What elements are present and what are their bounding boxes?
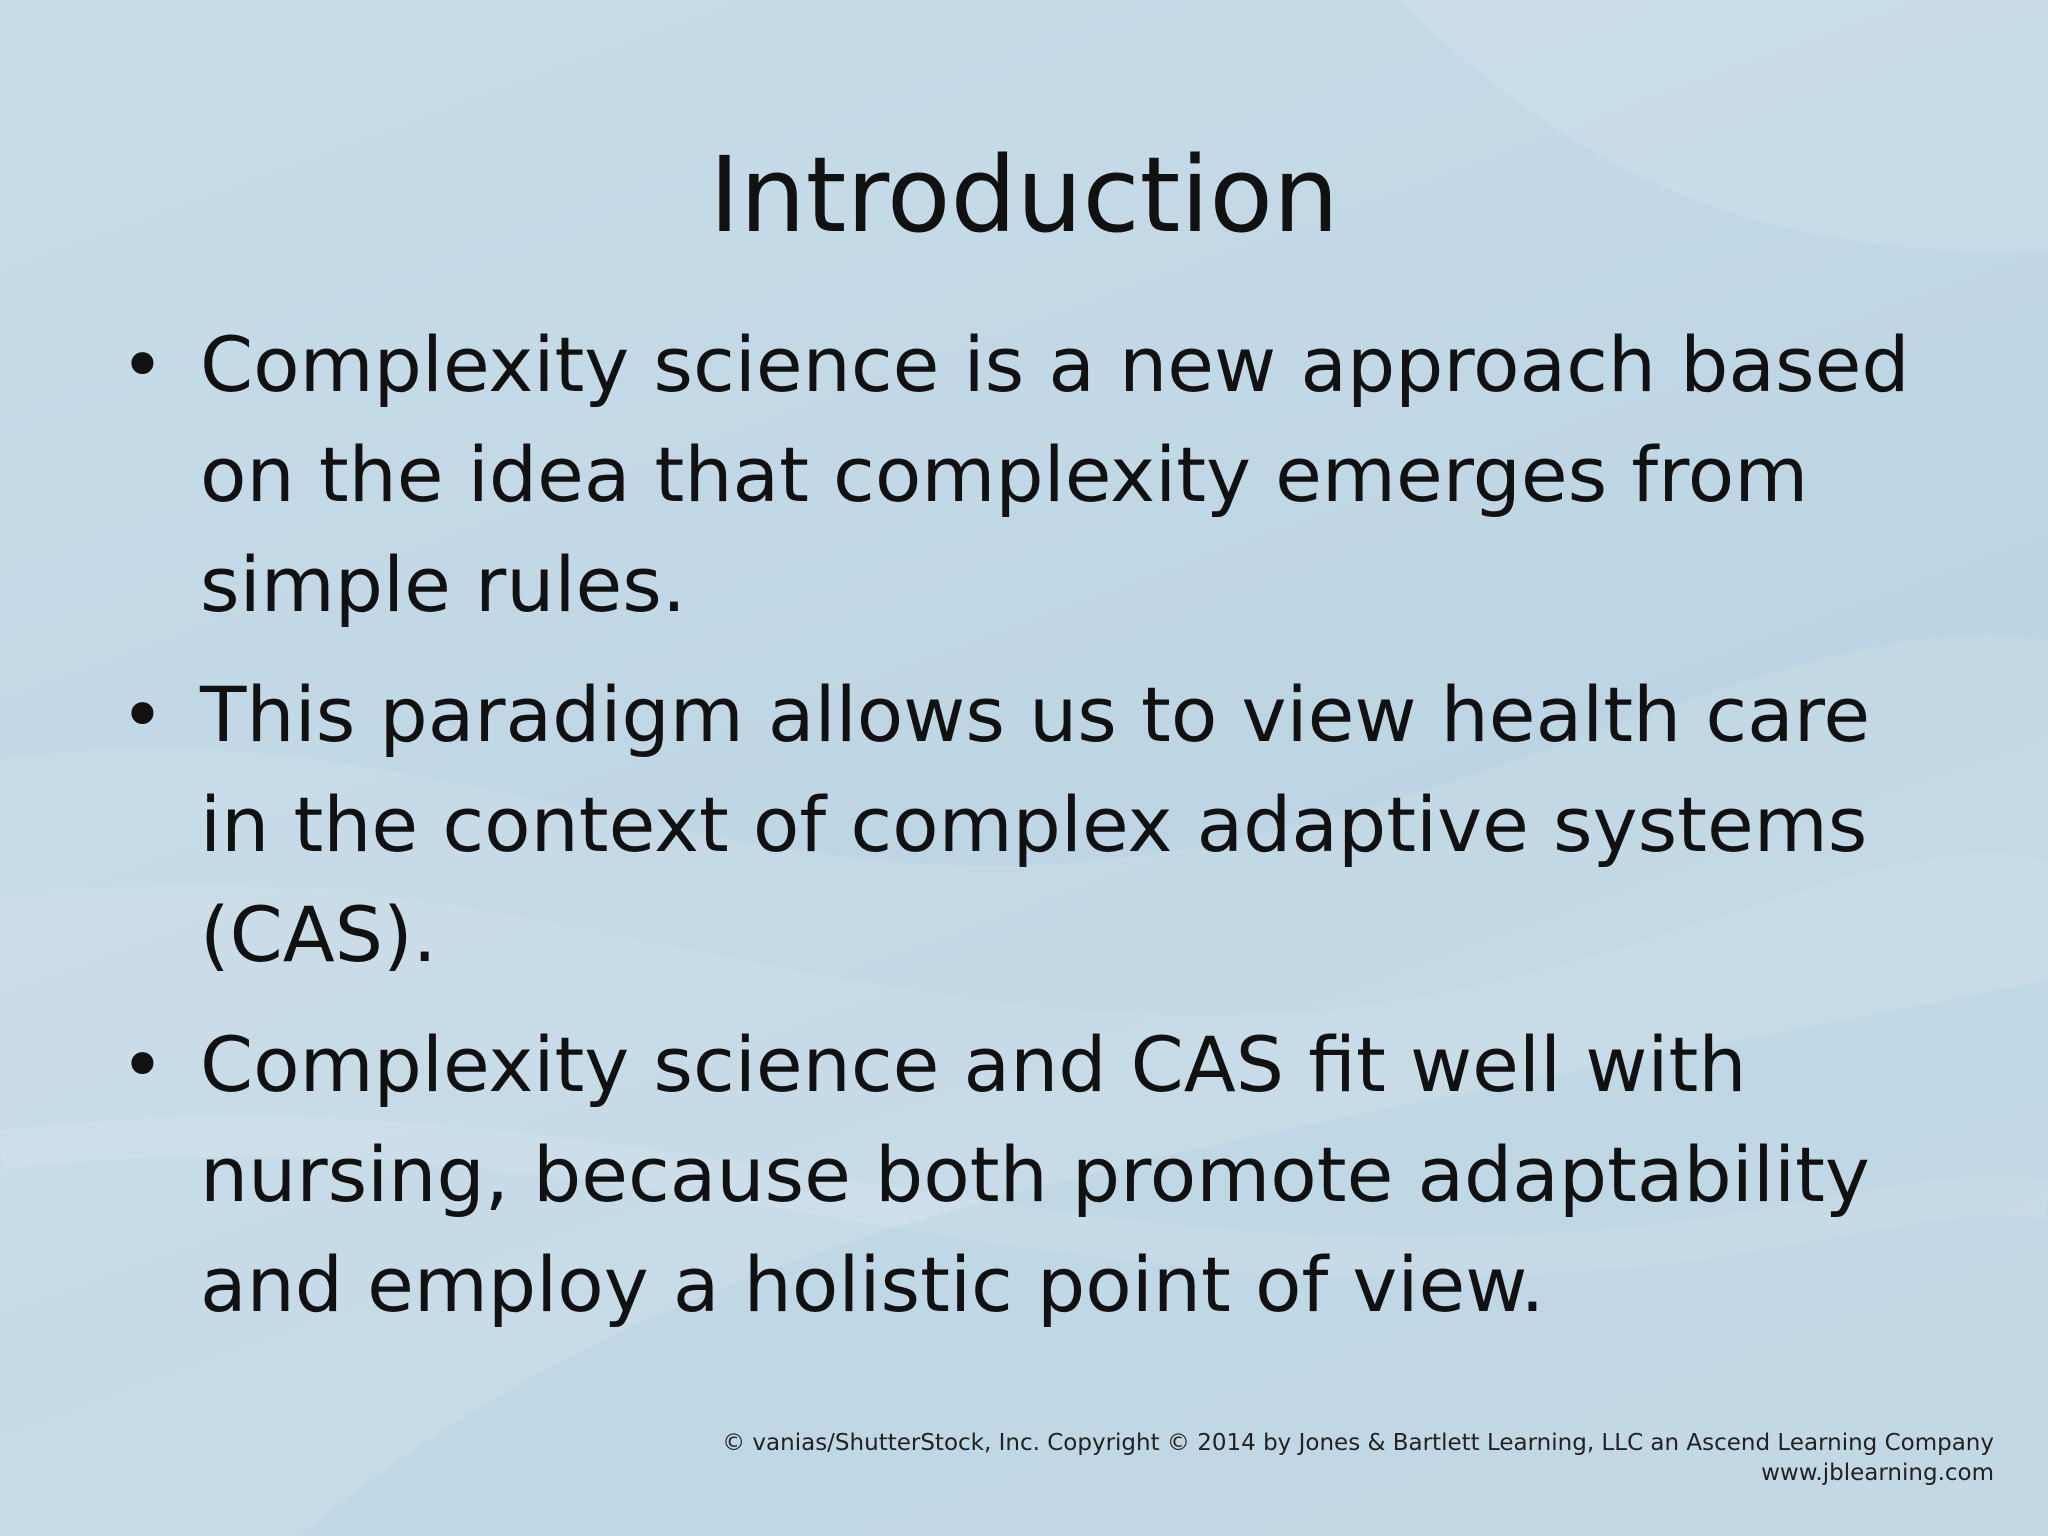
website-url: www.jblearning.com (1761, 1460, 1994, 1486)
bullet-item (120, 660, 1960, 990)
bullet-icon: • (120, 320, 165, 409)
bullet-item (120, 1010, 1960, 1340)
bullet-list (120, 310, 1960, 1360)
bullet-text: Complexity science and CAS fit well with nursing, because both promote adaptability and employ a holistic point of view. (200, 1020, 1870, 1329)
slide-footer (722, 1428, 1994, 1488)
copyright-line: © vanias/ShutterStock, Inc. Copyright © 2014 by Jones & Bartlett Learning, LLC an Ascend Learning Company (722, 1430, 1994, 1456)
bullet-item (120, 310, 1960, 640)
slide-title: Introduction (709, 134, 1339, 256)
bullet-icon: • (120, 1020, 165, 1109)
bullet-text: Complexity science is a new approach based on the idea that complexity emerges from simple rules. (200, 320, 1910, 629)
bullet-text: This paradigm allows us to view health care in the context of complex adaptive systems (CAS). (200, 670, 1871, 979)
bullet-icon: • (120, 670, 165, 759)
